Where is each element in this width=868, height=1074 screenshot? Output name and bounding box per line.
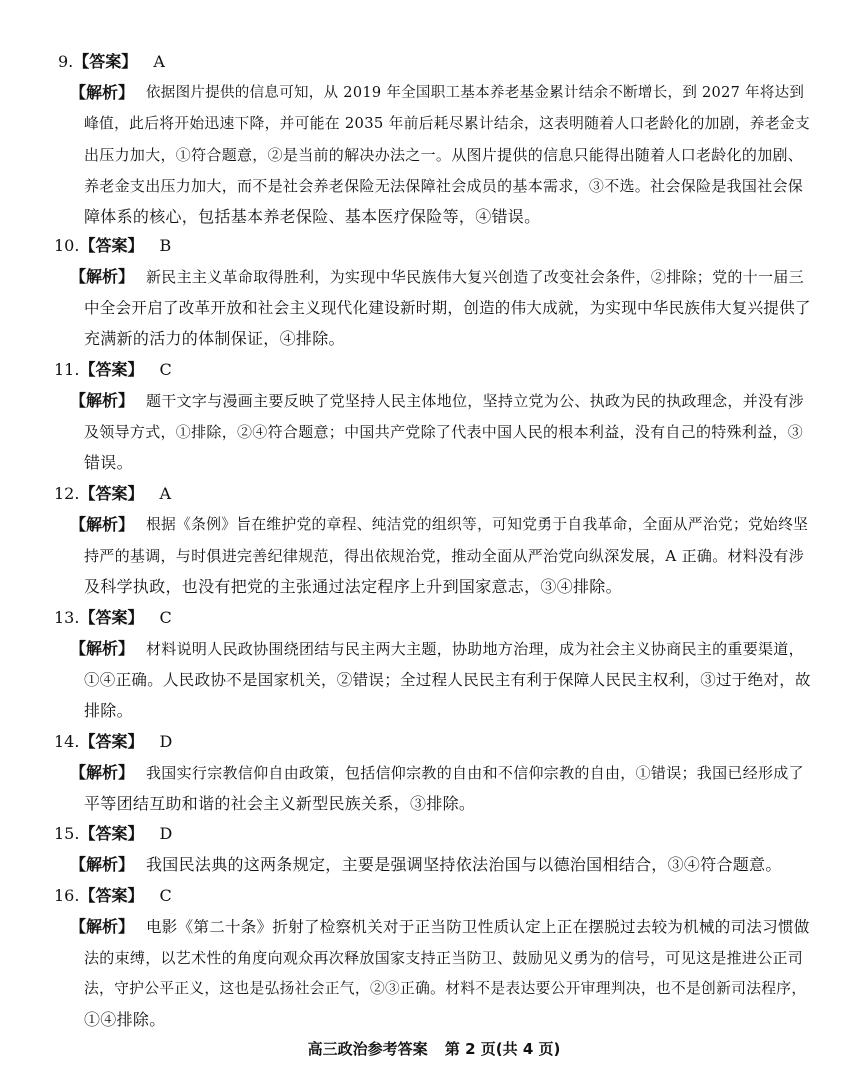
explanation-text-line: 养老金支出压力加大，而不是社会养老保险无法保障社会成员的基本需求，③不选。社会保险是我国社会保 [84, 177, 804, 195]
bracket-open: 【 [70, 83, 87, 102]
bracket-close: 】 [127, 824, 144, 843]
answer-choice: C [159, 360, 172, 379]
bracket-open: 【 [70, 639, 87, 658]
question-number: 11. [54, 360, 80, 379]
bracket-open: 【 [70, 391, 87, 410]
answer-tag: 答案 [95, 824, 128, 843]
question-number: 13. [54, 608, 80, 627]
answer-choice: D [159, 824, 173, 843]
footer-page-number: 第 2 页(共 4 页) [444, 1040, 561, 1058]
bracket-open: 【 [79, 484, 96, 503]
bracket-close: 】 [118, 639, 135, 658]
explanation-text-line: 法，守护公平正义，这也是弘扬社会正气，②③正确。材料不是表达要公开审理判决，也不是创新司法程序， [84, 980, 807, 997]
answer-choice: D [159, 732, 173, 751]
explanation-text-line: 峰值，此后将开始迅速下降，并可能在 2035 年前后耗尽累计结余，这表明随着人口老龄化的加剧，养老金支 [84, 115, 810, 132]
question-number: 14. [54, 732, 80, 751]
explanation-text-line: ①④正确。人民政协不是国家机关，②错误；全过程人民民主有利于保障人民民主权利，③过于绝对，故 [84, 671, 811, 689]
answer-tag: 答案 [89, 52, 122, 71]
bracket-close: 】 [127, 886, 144, 905]
answer-tag: 答案 [95, 608, 128, 627]
bracket-close: 】 [118, 267, 135, 286]
bracket-close: 】 [121, 52, 138, 71]
explanation-text-line: 新民主主义革命取得胜利，为实现中华民族伟大复兴创造了改变社会条件，②排除；党的十一届三 [146, 268, 804, 286]
bracket-open: 【 [70, 855, 87, 874]
explanation-text-line: 出压力加大，①符合题意，②是当前的解决办法之一。从图片提供的信息只能得出随着人口老龄化的加剧、 [84, 146, 804, 164]
bracket-open: 【 [79, 360, 96, 379]
answer-line [54, 356, 172, 384]
explanation-text-line: 排除。 [84, 701, 133, 720]
explanation-tag: 解析 [86, 855, 119, 874]
explanation-text-line: ①④排除。 [84, 1010, 166, 1029]
answer-line [54, 728, 172, 756]
answer-choice: A [153, 52, 165, 71]
explanation-label [70, 387, 134, 415]
bracket-close: 】 [118, 763, 135, 782]
explanation-label [70, 913, 134, 941]
bracket-open: 【 [70, 267, 87, 286]
bracket-close: 】 [127, 484, 144, 503]
explanation-text-line: 平等团结互助和谐的社会主义新型民族关系，③排除。 [84, 794, 476, 813]
explanation-label [70, 511, 134, 539]
answer-tag: 答案 [95, 886, 128, 905]
explanation-text-line: 我国实行宗教信仰自由政策，包括信仰宗教的自由和不信仰宗教的自由，①错误；我国已经形成了 [146, 764, 804, 782]
bracket-open: 【 [79, 608, 96, 627]
question-number: 9. [58, 52, 74, 71]
explanation-tag: 解析 [86, 639, 119, 658]
answer-line [54, 480, 171, 508]
bracket-open: 【 [70, 515, 87, 534]
page-footer [0, 1038, 868, 1059]
explanation-text-line: 电影《第二十条》折射了检察机关对于正当防卫性质认定上正在摆脱过去较为机械的司法习惯做 [146, 918, 810, 936]
answer-tag: 答案 [95, 236, 128, 255]
bracket-close: 】 [127, 732, 144, 751]
bracket-close: 】 [118, 515, 135, 534]
answer-line [58, 48, 165, 76]
explanation-tag: 解析 [86, 917, 119, 936]
explanation-text-line: 依据图片提供的信息可知，从 2019 年全国职工基本养老基金累计结余不断增长，到 2027 年将达到 [146, 85, 805, 101]
explanation-label [70, 851, 134, 879]
explanation-text-line: 中全会开启了改革开放和社会主义现代化建设新时期，创造的伟大成就，为实现中华民族伟大复兴提供了 [84, 299, 811, 317]
bracket-open: 【 [79, 886, 96, 905]
explanation-tag: 解析 [86, 267, 119, 286]
answer-tag: 答案 [95, 484, 128, 503]
explanation-label [70, 263, 134, 291]
explanation-text-line: 根据《条例》旨在维护党的章程、纯洁党的组织等，可知党勇于自我革命，全面从严治党；党始终坚 [146, 516, 809, 533]
explanation-text-line: 题干文字与漫画主要反映了党坚持人民主体地位，坚持立党为公、执政为民的执政理念，并没有涉 [146, 392, 804, 410]
explanation-text-line: 充满新的活力的体制保证，④排除。 [84, 329, 345, 348]
answer-line [54, 820, 172, 848]
question-number: 12. [54, 484, 80, 503]
answer-choice: B [159, 236, 172, 255]
explanation-label [70, 79, 134, 107]
answer-line [54, 232, 171, 260]
bracket-close: 】 [118, 83, 135, 102]
bracket-close: 】 [127, 608, 144, 627]
answer-line [54, 604, 172, 632]
bracket-open: 【 [73, 52, 90, 71]
bracket-close: 】 [127, 236, 144, 255]
answer-choice: C [159, 608, 172, 627]
explanation-label [70, 635, 134, 663]
question-number: 10. [54, 236, 80, 255]
answer-choice: A [159, 484, 172, 503]
explanation-text-line: 法的束缚，以艺术性的角度向观众再次释放国家支持正当防卫、鼓励见义勇为的信号，可见这是推进公正司 [84, 949, 804, 967]
bracket-close: 】 [118, 917, 135, 936]
answer-tag: 答案 [95, 732, 128, 751]
explanation-tag: 解析 [86, 763, 119, 782]
bracket-open: 【 [79, 732, 96, 751]
explanation-text-line: 错误。 [84, 453, 133, 472]
explanation-tag: 解析 [86, 515, 119, 534]
bracket-open: 【 [70, 917, 87, 936]
explanation-tag: 解析 [86, 391, 119, 410]
answer-line [54, 882, 172, 910]
bracket-close: 】 [127, 360, 144, 379]
answer-choice: C [159, 886, 172, 905]
explanation-text-line: 障体系的核心，包括基本养老保险、基本医疗保险等，④错误。 [84, 207, 541, 226]
footer-title: 高三政治参考答案 [307, 1040, 428, 1058]
answer-tag: 答案 [95, 360, 128, 379]
bracket-open: 【 [79, 236, 96, 255]
question-number: 15. [54, 824, 80, 843]
bracket-close: 】 [118, 855, 135, 874]
explanation-text-line: 持严的基调，与时俱进完善纪律规范，得出依规治党，推动全面从严治党向纵深发展，A 正确。材料没有涉 [84, 547, 805, 565]
question-number: 16. [54, 886, 80, 905]
explanation-text-line: 材料说明人民政协围绕团结与民主两大主题，协助地方治理，成为社会主义协商民主的重要渠道， [146, 640, 804, 658]
explanation-text-line: 及科学执政，也没有把党的主张通过法定程序上升到国家意志，③④排除。 [84, 577, 622, 596]
explanation-label [70, 759, 134, 787]
explanation-text-line: 我国民法典的这两条规定，主要是强调坚持依法治国与以德治国相结合，③④符合题意。 [146, 855, 782, 874]
bracket-close: 】 [118, 391, 135, 410]
bracket-open: 【 [70, 763, 87, 782]
explanation-tag: 解析 [86, 83, 119, 102]
bracket-open: 【 [79, 824, 96, 843]
explanation-text-line: 及领导方式，①排除，②④符合题意；中国共产党除了代表中国人民的根本利益，没有自己的特殊利益，③ [84, 423, 804, 441]
